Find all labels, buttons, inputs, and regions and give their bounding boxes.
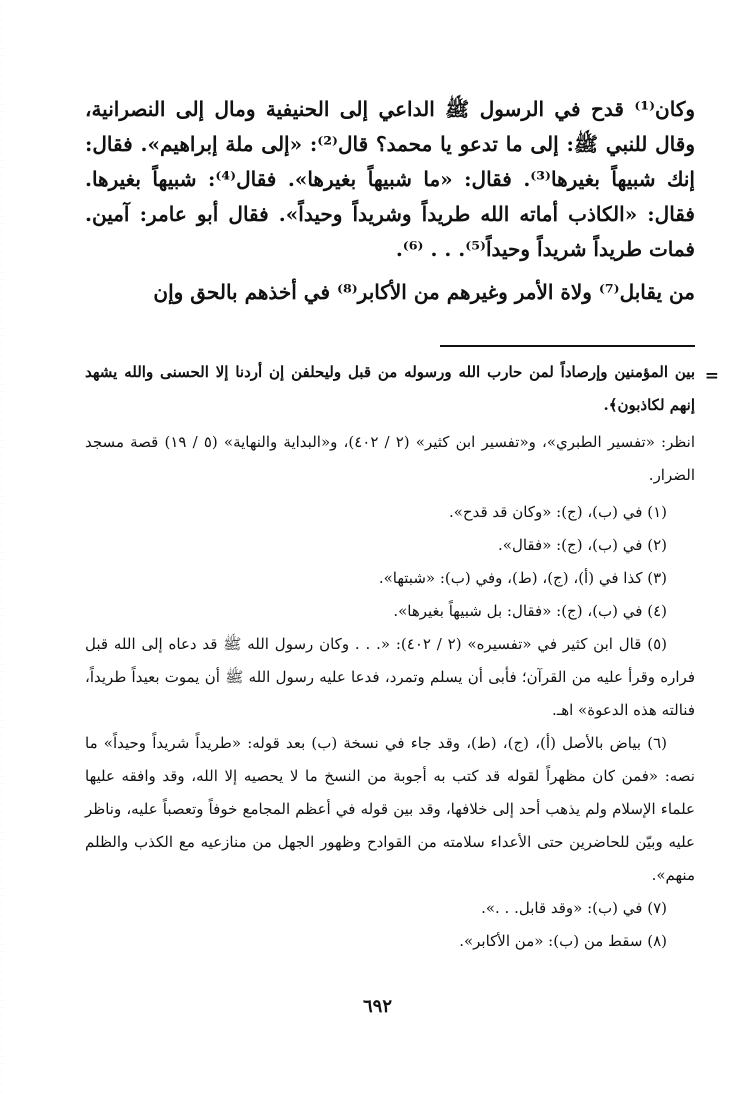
main-paragraph-2: من يقابل⁽⁷⁾ ولاة الأمر وغيرهم من الأكابر⁽⁸⁾ في أخذهم بالحق وإن xyxy=(153,280,695,304)
main-text xyxy=(85,92,695,310)
footnote-separator xyxy=(440,345,695,347)
footnote-8: (٨) سقط من (ب): «من الأكابر». xyxy=(459,932,667,950)
continuation-mark: = xyxy=(704,366,719,386)
page-number: ٦٩٢ xyxy=(362,996,392,1017)
footnote-1: (١) في (ب)، (ج): «وكان قد قدح». xyxy=(448,503,667,521)
footnote-4: (٤) في (ب)، (ج): «فقال: بل شبيهاً بغيرها». xyxy=(393,602,667,620)
footnote-3: (٣) كذا في (أ)، (ج)، (ط)، وفي (ب): «شبتها». xyxy=(378,569,667,587)
footnote-5: (٥) قال ابن كثير في «تفسيره» (٢ / ٤٠٢): «. . . وكان رسول الله ﷺ قد دعاه إلى الله قبل فراره وقرأ عليه من القرآن؛ فأبى أن يسلم وتمرد، فدعا عليه رسول الله ﷺ أن يموت بعيداً طريداً، فنالته هذه الدعوة» اهـ. xyxy=(85,635,695,719)
footnote-reference: انظر: «تفسير الطبري»، و«تفسير ابن كثير» (٢ / ٤٠٢)، و«البداية والنهاية» (٥ / ١٩) قصة مسجد الضرار. xyxy=(85,433,696,484)
footnote-7: (٧) في (ب): «وقد قابل. . .». xyxy=(481,899,667,917)
footnote-2: (٢) في (ب)، (ج): «فقال». xyxy=(498,536,667,554)
footnote-6: (٦) بياض بالأصل (أ)، (ج)، (ط)، وقد جاء في نسخة (ب) بعد قوله: «طريداً شريداً وحيداً» ما نصه: «فمن كان مظهراً لقوله قد كتب به أجوبة من النسخ ما لا يحصيه إلا الله، وقد وافقه عليها علماء الإسلام ولم يذهب أحد إلى خلافها، وقد بين قوله في أعظم المجامع خوفاً وتعصباً عليه، وناظر عليه وبيّن للحاضرين حتى الأعداء سلامته من القوادح وظهور الجهل من منازعيه مع الكذب والظلم منهم». xyxy=(85,734,695,884)
footnote-continuation: بين المؤمنين وإرصاداً لمن حارب الله ورسوله من قبل وليحلفن إن أردنا إلا الحسنى والله يشهد إنهم لكاذبون﴾. xyxy=(85,363,695,414)
main-paragraph-1: وكان⁽¹⁾ قدح في الرسول ﷺ الداعي إلى الحنيفية ومال إلى النصرانية، وقال للنبي ﷺ: إلى ما تدعو يا محمد؟ قال⁽²⁾: «إلى ملة إبراهيم». فقال: إنك شبيهاً بغيرها⁽³⁾. فقال: «ما شبيهاً بغيرها». فقال⁽⁴⁾: شبيهاً بغيرها. فقال: «الكاذب أماته الله طريداً وشريداً وحيداً». فقال أبو عامر: آمين. فمات طريداً شريداً وحيداً⁽⁵⁾. . . ⁽⁶⁾. xyxy=(85,97,695,261)
footnotes xyxy=(85,356,695,958)
